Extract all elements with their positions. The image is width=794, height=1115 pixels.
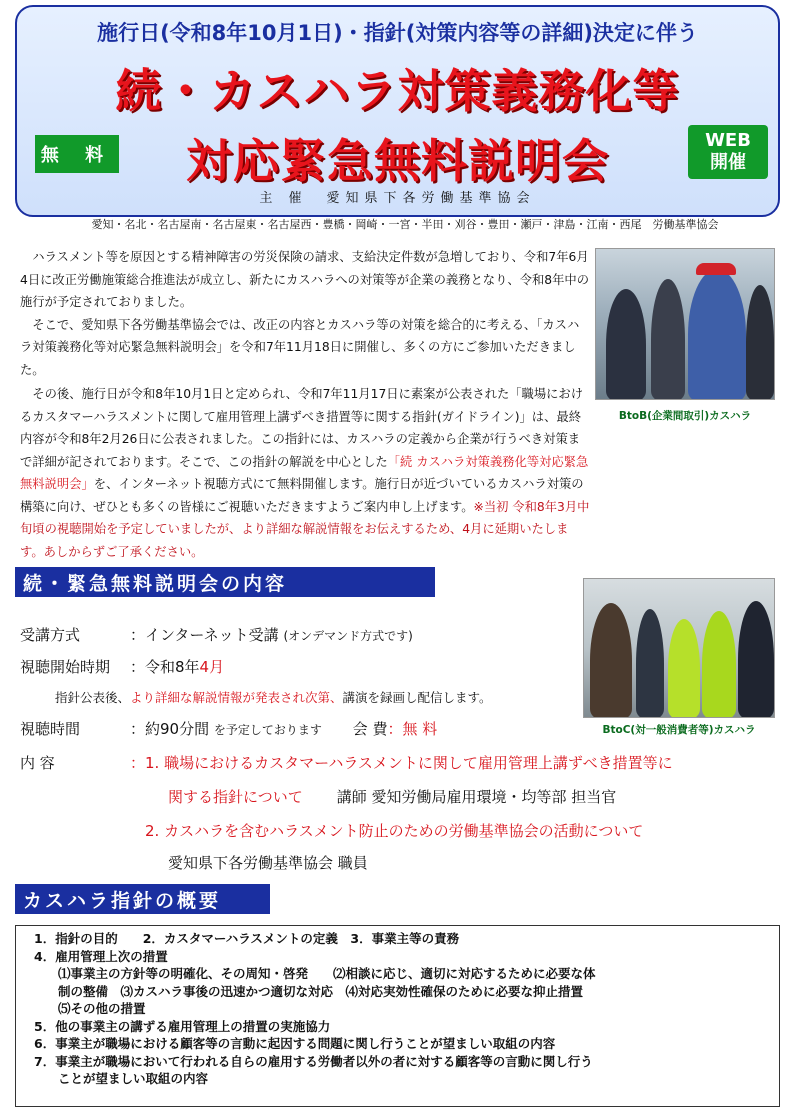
time-value: ：約90分間 — [130, 720, 210, 738]
time-label: 視聴時間 — [20, 720, 81, 738]
time-note: を予定しております — [213, 723, 322, 737]
content-item-1b: 関する指針について — [168, 788, 303, 806]
header-subtitle: 施行日(令和8年10月1日)・指針(対策内容等の詳細)決定に伴う — [97, 21, 698, 45]
web-badge — [688, 125, 768, 179]
intro-p3-highlight: 「続 カスハラ対策義務化等対応緊急無料説明会」 — [20, 454, 589, 491]
overview-line: 制の整備 ⑶カスハラ事後の迅速かつ適切な対応 ⑷対応実効性確保のために必要な抑止措置 — [58, 983, 584, 999]
overview-line: 6．事業主が職場における顧客等の言動に起因する問題に関し行うことが望ましい取組の内容 — [34, 1036, 556, 1051]
main-title-line2: 対応緊急無料説明会 — [186, 134, 609, 188]
method-label: 受講方式 — [20, 626, 81, 644]
fee-label: 会 費 — [352, 720, 388, 738]
content-row-1 — [20, 752, 673, 773]
sponsor-list: 愛知・名北・名古屋南・名古屋東・名古屋西・豊橋・岡崎・一宮・半田・刈谷・豊田・瀬戸・津島・江南・西尾 労働基準協会 — [91, 218, 719, 231]
intro-paragraph-1: ハラスメント等を原因とする精神障害の労災保険の請求、支給決定件数が急増しており、令和7年6月4日に改正労働施策総合推進法が成立し、新たにカスハラへの対策等が企業の義務となり、令和8年中の施行が予定されておりました。 — [20, 250, 590, 309]
person-figure — [668, 619, 700, 718]
intro-paragraph-3-text — [20, 383, 590, 563]
method-note: (オンデマンド方式です) — [283, 629, 413, 643]
start-label: 視聴開始時期 — [20, 658, 111, 676]
start-note-row — [55, 688, 492, 706]
content-speaker-2: 愛知県下各労働基準協会 職員 — [168, 854, 368, 872]
overview-line: ⑴事業主の方針等の明確化、その周知・啓発 ⑵相談に応じ、適切に対応するために必要な体 — [58, 966, 596, 981]
overview-line: 5．他の事業主の講ずる雇用管理上の措置の実施協力 — [34, 1018, 331, 1034]
btob-caption: BtoB(企業間取引)カスハラ — [618, 410, 752, 422]
person-figure — [606, 289, 646, 400]
intro-paragraph-2: そこで、愛知県下各労働基準協会では、改正の内容とカスハラ等の対策を総合的に考える、「カスハラ対策義務化等対応緊急無料説明会」を令和7年11月18日に開催し、多くの方にご参加いただきました。 — [20, 317, 580, 377]
overview-box — [15, 925, 780, 1107]
web-badge-line1: WEB — [705, 130, 751, 151]
btob-photo — [595, 248, 775, 400]
section-heading-overview: カスハラ指針の概要 — [15, 884, 270, 914]
start-note-red: より詳細な解説情報が発表され次第、 — [130, 690, 343, 705]
overview-line: 4．雇用管理上次の措置 — [34, 948, 168, 964]
start-note-b: 講演を録画し配信します。 — [342, 690, 492, 705]
method-value: ：インターネット受講 — [130, 626, 279, 644]
start-note-a: 指針公表後、 — [55, 690, 131, 705]
content-item-1a: ：1. 職場におけるカスタマーハラスメントに関して雇用管理上講ずべき措置等に — [130, 754, 673, 772]
start-row — [20, 656, 224, 677]
free-badge: 無 料 — [35, 135, 119, 173]
overview-line: ことが望ましい取組の内容 — [58, 1071, 209, 1086]
main-title-line1: 続・カスハラ対策義務化等 — [115, 64, 680, 118]
person-figure — [702, 611, 736, 718]
section-heading-content: 続・緊急無料説明会の内容 — [15, 567, 435, 597]
intro-p3-part-b: を、インターネット視聴方式にて無料開催します。施行日が近づいているカスハラ対策の構築に向け、ぜひとも多くの皆様にご視聴いただきますようご案内申し上げます。 — [20, 477, 584, 514]
intro-text — [20, 246, 590, 381]
person-figure — [651, 279, 685, 400]
person-figure — [636, 609, 664, 718]
intro-p3-part-a: その後、施行日が令和8年10月1日と定められ、令和7年11月17日に素案が公表された「職場におけるカスタマーハラスメントに関して雇用管理上講ずべき措置等に関する指針(ガイドライン)」は、最終内容が令和8年2月26日に公表されました。この指針には、カスハラの定義から企業が行うべき対策まで詳細が記されております。そこで、この指針の解説を中心とした — [20, 387, 584, 469]
start-value: ：令和8年 — [130, 658, 200, 676]
person-figure — [738, 601, 774, 718]
sponsor: 主 催 愛知県下各労働基準協会 — [259, 191, 536, 206]
overview-line: ⑸その他の措置 — [58, 1001, 146, 1016]
person-figure — [746, 285, 774, 400]
red-cap-icon — [696, 263, 736, 275]
content-item-2: 2. カスハラを含むハラスメント防止のための労働基準協会の活動について — [145, 822, 644, 840]
btoc-photo — [583, 578, 775, 718]
intro-note: ※当初 令和8年3月中旬頃の視聴開始を予定していましたが、より詳細な解説情報をお伝えするため、4月に延期いたします。あしからずご了承ください。 — [20, 499, 590, 559]
time-row — [20, 718, 437, 739]
btoc-caption: BtoC(対一般消費者等)カスハラ — [602, 724, 756, 736]
person-figure — [688, 269, 746, 400]
content-speaker-1: 講師 愛知労働局雇用環境・均等部 担当官 — [336, 788, 617, 806]
fee-value: ：無 料 — [387, 720, 438, 738]
content-row-1b — [168, 786, 616, 807]
method-row — [20, 624, 413, 645]
overview-line: 1．指針の目的 2．カスタマーハラスメントの定義 3．事業主等の責務 — [34, 931, 460, 946]
content-label: 内 容 — [20, 754, 55, 772]
start-month: 4月 — [199, 658, 225, 676]
web-badge-line2: 開催 — [710, 152, 746, 173]
overview-line: 7．事業主が職場において行われる自らの雇用する労働者以外の者に対する顧客等の言動に関し行う — [34, 1053, 593, 1069]
header-box — [15, 5, 780, 217]
person-figure — [590, 603, 632, 718]
